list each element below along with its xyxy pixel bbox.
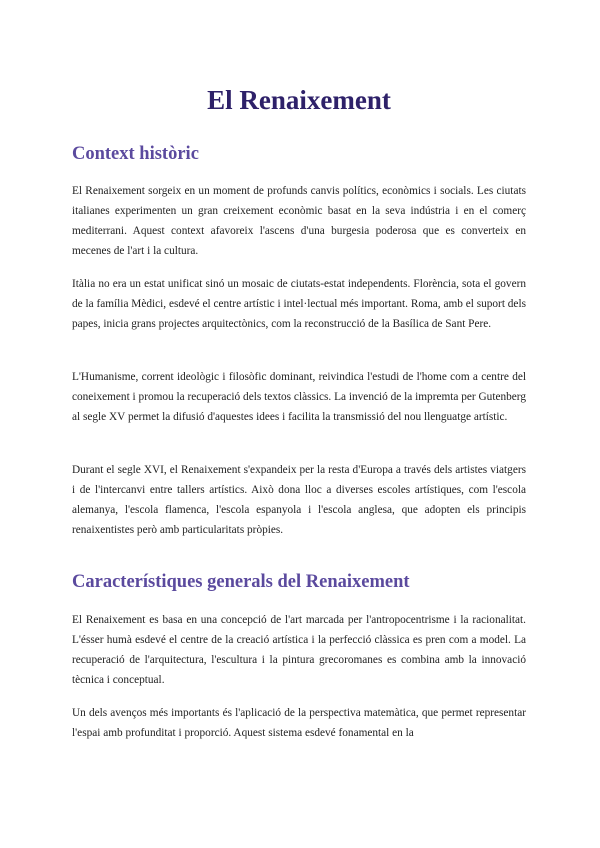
section-heading-context: Context històric [72, 144, 199, 164]
section-heading-characteristics: Característiques generals del Renaixement [72, 572, 410, 592]
paragraph: Itàlia no era un estat unificat sinó un mosaic de ciutats-estat independents. Florència, sota el govern de la família Mèdici, esdevé el centre artístic i intel·lectual més important. Roma, amb el suport dels papes, inicia grans projectes arquitectònics, com la reconstrucció de la Basílica de Sant Pere. [72, 278, 526, 330]
paragraph: Un dels avenços més importants és l'aplicació de la perspectiva matemàtica, que permet representar l'espai amb profunditat i proporció. Aquest sistema esdevé fonamental en la [72, 707, 526, 739]
paragraph: L'Humanisme, corrent ideològic i filosòfic dominant, reivindica l'estudi de l'home com a centre del coneixement i promou la recuperació dels textos clàssics. La invenció de la impremta per Gutenberg al segle XV permet la difusió d'aquestes idees i facilita la transmissió del nou llenguatge artístic. [72, 371, 526, 423]
paragraph: El Renaixement sorgeix en un moment de profunds canvis polítics, econòmics i socials. Les ciutats italianes experimenten un gran creixement econòmic basat en la seva indústria i en el comerç mediterrani. Aquest context afavoreix l'ascens d'una burgesia poderosa que es converteix en mecenes de l'art i la cultura. [72, 185, 526, 257]
page-title: El Renaixement [207, 85, 391, 115]
paragraph: Durant el segle XVI, el Renaixement s'expandeix per la resta d'Europa a través dels artistes viatgers i de l'intercanvi entre tallers artístics. Això dona lloc a diverses escoles artístiques, com l'escola alemanya, l'escola flamenca, l'escola espanyola i l'escola anglesa, que adopten els principis renaixentistes però amb particularitats pròpies. [72, 464, 526, 536]
paragraph: El Renaixement es basa en una concepció de l'art marcada per l'antropocentrisme i la racionalitat. L'ésser humà esdevé el centre de la creació artística i la perfecció clàssica es pren com a model. La recuperació de l'arquitectura, l'escultura i la pintura grecoromanes es combina amb la innovació tècnica i conceptual. [72, 614, 526, 686]
